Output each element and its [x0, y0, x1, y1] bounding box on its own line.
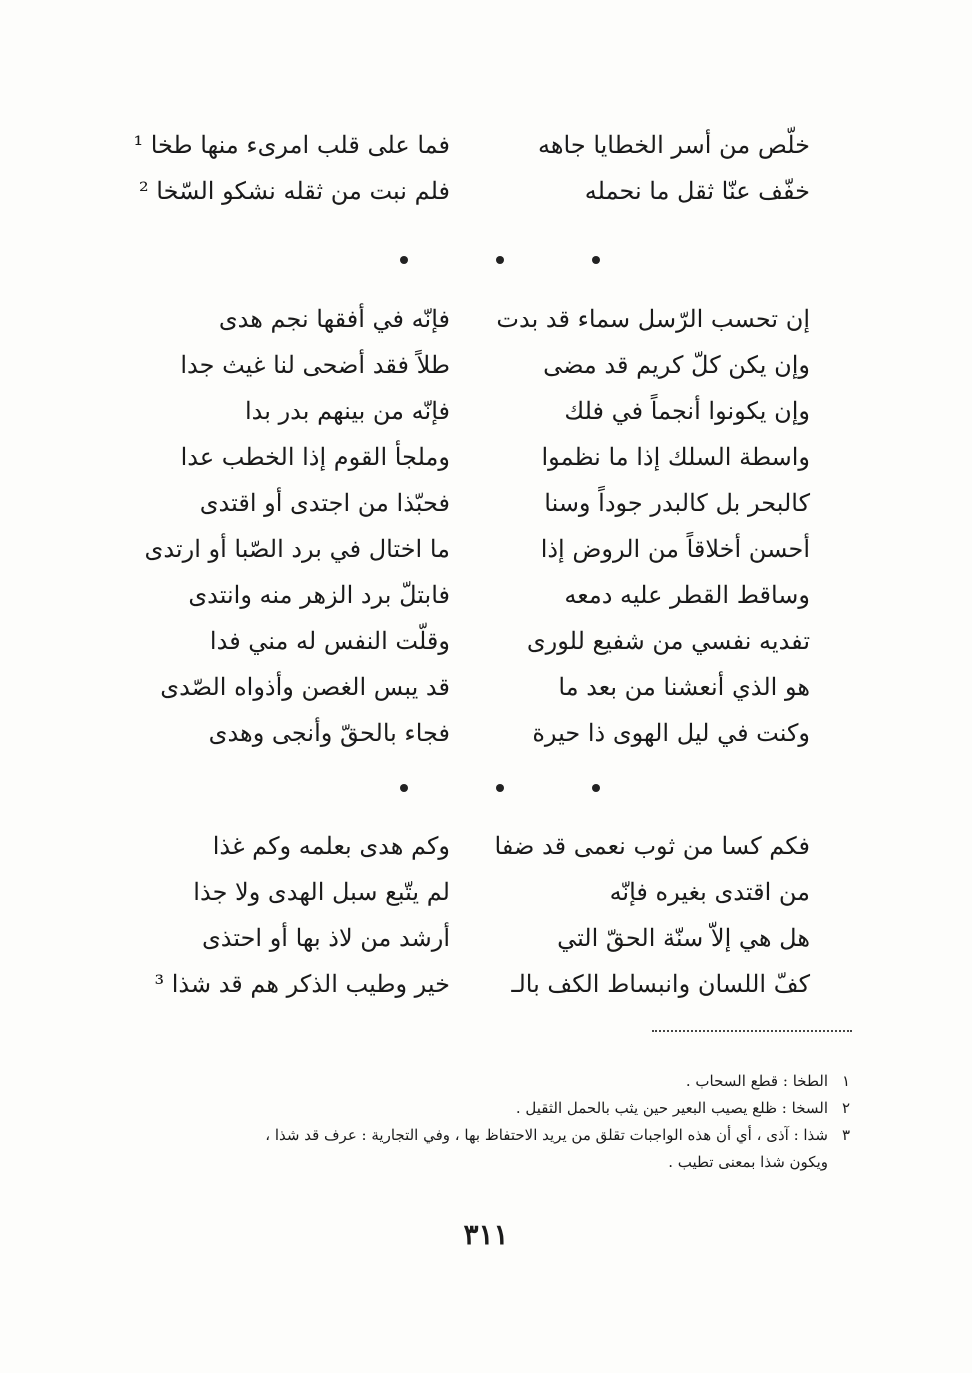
- verse: [144, 526, 810, 572]
- footnote-text: شذا : آذى ، أي أن هذه الواجبات تقلق من يريد الاحتفاظ بها ، وفي التجارية : عرف قد شذا ،: [265, 1126, 828, 1144]
- verse: [150, 342, 810, 388]
- second-hemistich: فإنّه في أفقها نجم هدى: [218, 305, 450, 333]
- separator-dot: [400, 784, 408, 792]
- separator-dot: [496, 784, 504, 792]
- footnote-number: ٢: [841, 1099, 850, 1117]
- footnote-text: ويكون شذا بمعنى تطيب .: [668, 1153, 828, 1171]
- second-hemistich: ما اختال في برد الصّبا أو ارتدى: [144, 535, 450, 563]
- footnote: [160, 1122, 850, 1149]
- footnotes: [160, 1068, 850, 1176]
- first-hemistich: خلّص من أسر الخطايا جاهه: [538, 131, 810, 159]
- footnote-number: ١: [841, 1072, 850, 1090]
- verse: [150, 869, 810, 915]
- verse: [150, 480, 810, 526]
- first-hemistich: فكم كسا من ثوب نعمى قد ضفا: [494, 832, 810, 860]
- footnote-divider: [652, 1030, 852, 1032]
- first-hemistich: خفّف عنّا ثقل ما نحمله: [584, 177, 810, 205]
- footnote-continuation: [160, 1149, 850, 1176]
- first-hemistich: وكنت في ليل الهوى ذا حيرة: [532, 719, 810, 747]
- verse: [150, 388, 810, 434]
- second-hemistich: فلم نبت من ثقله نشكو السّخا ²: [139, 177, 450, 205]
- separator-dot: [400, 256, 408, 264]
- verse: [139, 168, 810, 214]
- second-hemistich: أرشد من لاذ بها أو احتذى: [201, 924, 450, 952]
- first-hemistich: أحسن أخلاقاً من الروض إذا: [540, 535, 810, 563]
- section-separator: [400, 778, 600, 798]
- second-hemistich: فابتلّ برد الزهر منه وانتدى: [188, 581, 450, 609]
- second-hemistich: فما على قلب امرىء منها طخا ¹: [133, 131, 450, 159]
- page-number: ٣١١: [463, 1218, 509, 1251]
- stanza-2: [144, 296, 810, 756]
- footnote: [160, 1095, 850, 1122]
- stanza-3: [150, 823, 810, 1007]
- first-hemistich: كالبحر بل كالبدر جوداً وسنا: [544, 489, 810, 517]
- verse: [150, 664, 810, 710]
- second-hemistich: وقلّت النفس له مني فدا: [209, 627, 450, 655]
- second-hemistich: فإنّه من بينهم بدر بدا: [245, 397, 450, 425]
- separator-dot: [496, 256, 504, 264]
- second-hemistich: وكم هدى بعلمه وكم غذا: [212, 832, 450, 860]
- first-hemistich: واسطة السلك إذا ما نظموا: [541, 443, 810, 471]
- second-hemistich: فجاء بالحقّ وأنجى وهدى: [208, 719, 450, 747]
- first-hemistich: كفّ اللسان وانبساط الكف بالـ: [511, 970, 810, 998]
- separator-dot: [592, 784, 600, 792]
- second-hemistich: وملجأ القوم إذا الخطب عدا: [180, 443, 450, 471]
- footnote: [160, 1068, 850, 1095]
- verse: [150, 961, 810, 1007]
- second-hemistich: لم يتّبع سبل الهدى ولا جذا: [193, 878, 450, 906]
- verse: [150, 823, 810, 869]
- verse: [150, 572, 810, 618]
- second-hemistich: فحبّذا من اجتدى أو اقتدى: [199, 489, 450, 517]
- first-hemistich: إن تحسب الرّسل سماء قد بدت: [496, 305, 810, 333]
- first-hemistich: هو الذي أنعشنا من بعد ما: [558, 673, 810, 701]
- second-hemistich: قد يبس الغصن وأذواه الصّدى: [160, 673, 450, 701]
- verse: [150, 710, 810, 756]
- verse: [150, 915, 810, 961]
- footnote-number: ٣: [841, 1126, 850, 1144]
- verse: [150, 296, 810, 342]
- verse: [133, 122, 810, 168]
- section-separator: [400, 250, 600, 270]
- separator-dot: [592, 256, 600, 264]
- first-hemistich: وساقط القطر عليه دمعه: [564, 581, 810, 609]
- verse: [150, 618, 810, 664]
- first-hemistich: وإن يكونوا أنجماً في فلك: [564, 397, 810, 425]
- first-hemistich: وإن يكن كلّ كريم قد مضى: [543, 351, 810, 379]
- stanza-1: [133, 122, 810, 214]
- footnote-text: السخا : ظلع يصيب البعير حين يثب بالحمل الثقيل .: [515, 1099, 828, 1117]
- second-hemistich: طلاً فقد أضحى لنا غيث جدا: [180, 351, 450, 379]
- first-hemistich: هل هي إلاّ سنّة الحقّ التي: [557, 924, 810, 952]
- verse: [150, 434, 810, 480]
- footnote-text: الطخا : قطع السحاب .: [685, 1072, 828, 1090]
- second-hemistich: خير وطيب الذكر هم قد شذا ³: [154, 970, 450, 998]
- first-hemistich: من اقتدى بغيره فإنّه: [609, 878, 810, 906]
- first-hemistich: تفديه نفسي من شفيع للورى: [526, 627, 810, 655]
